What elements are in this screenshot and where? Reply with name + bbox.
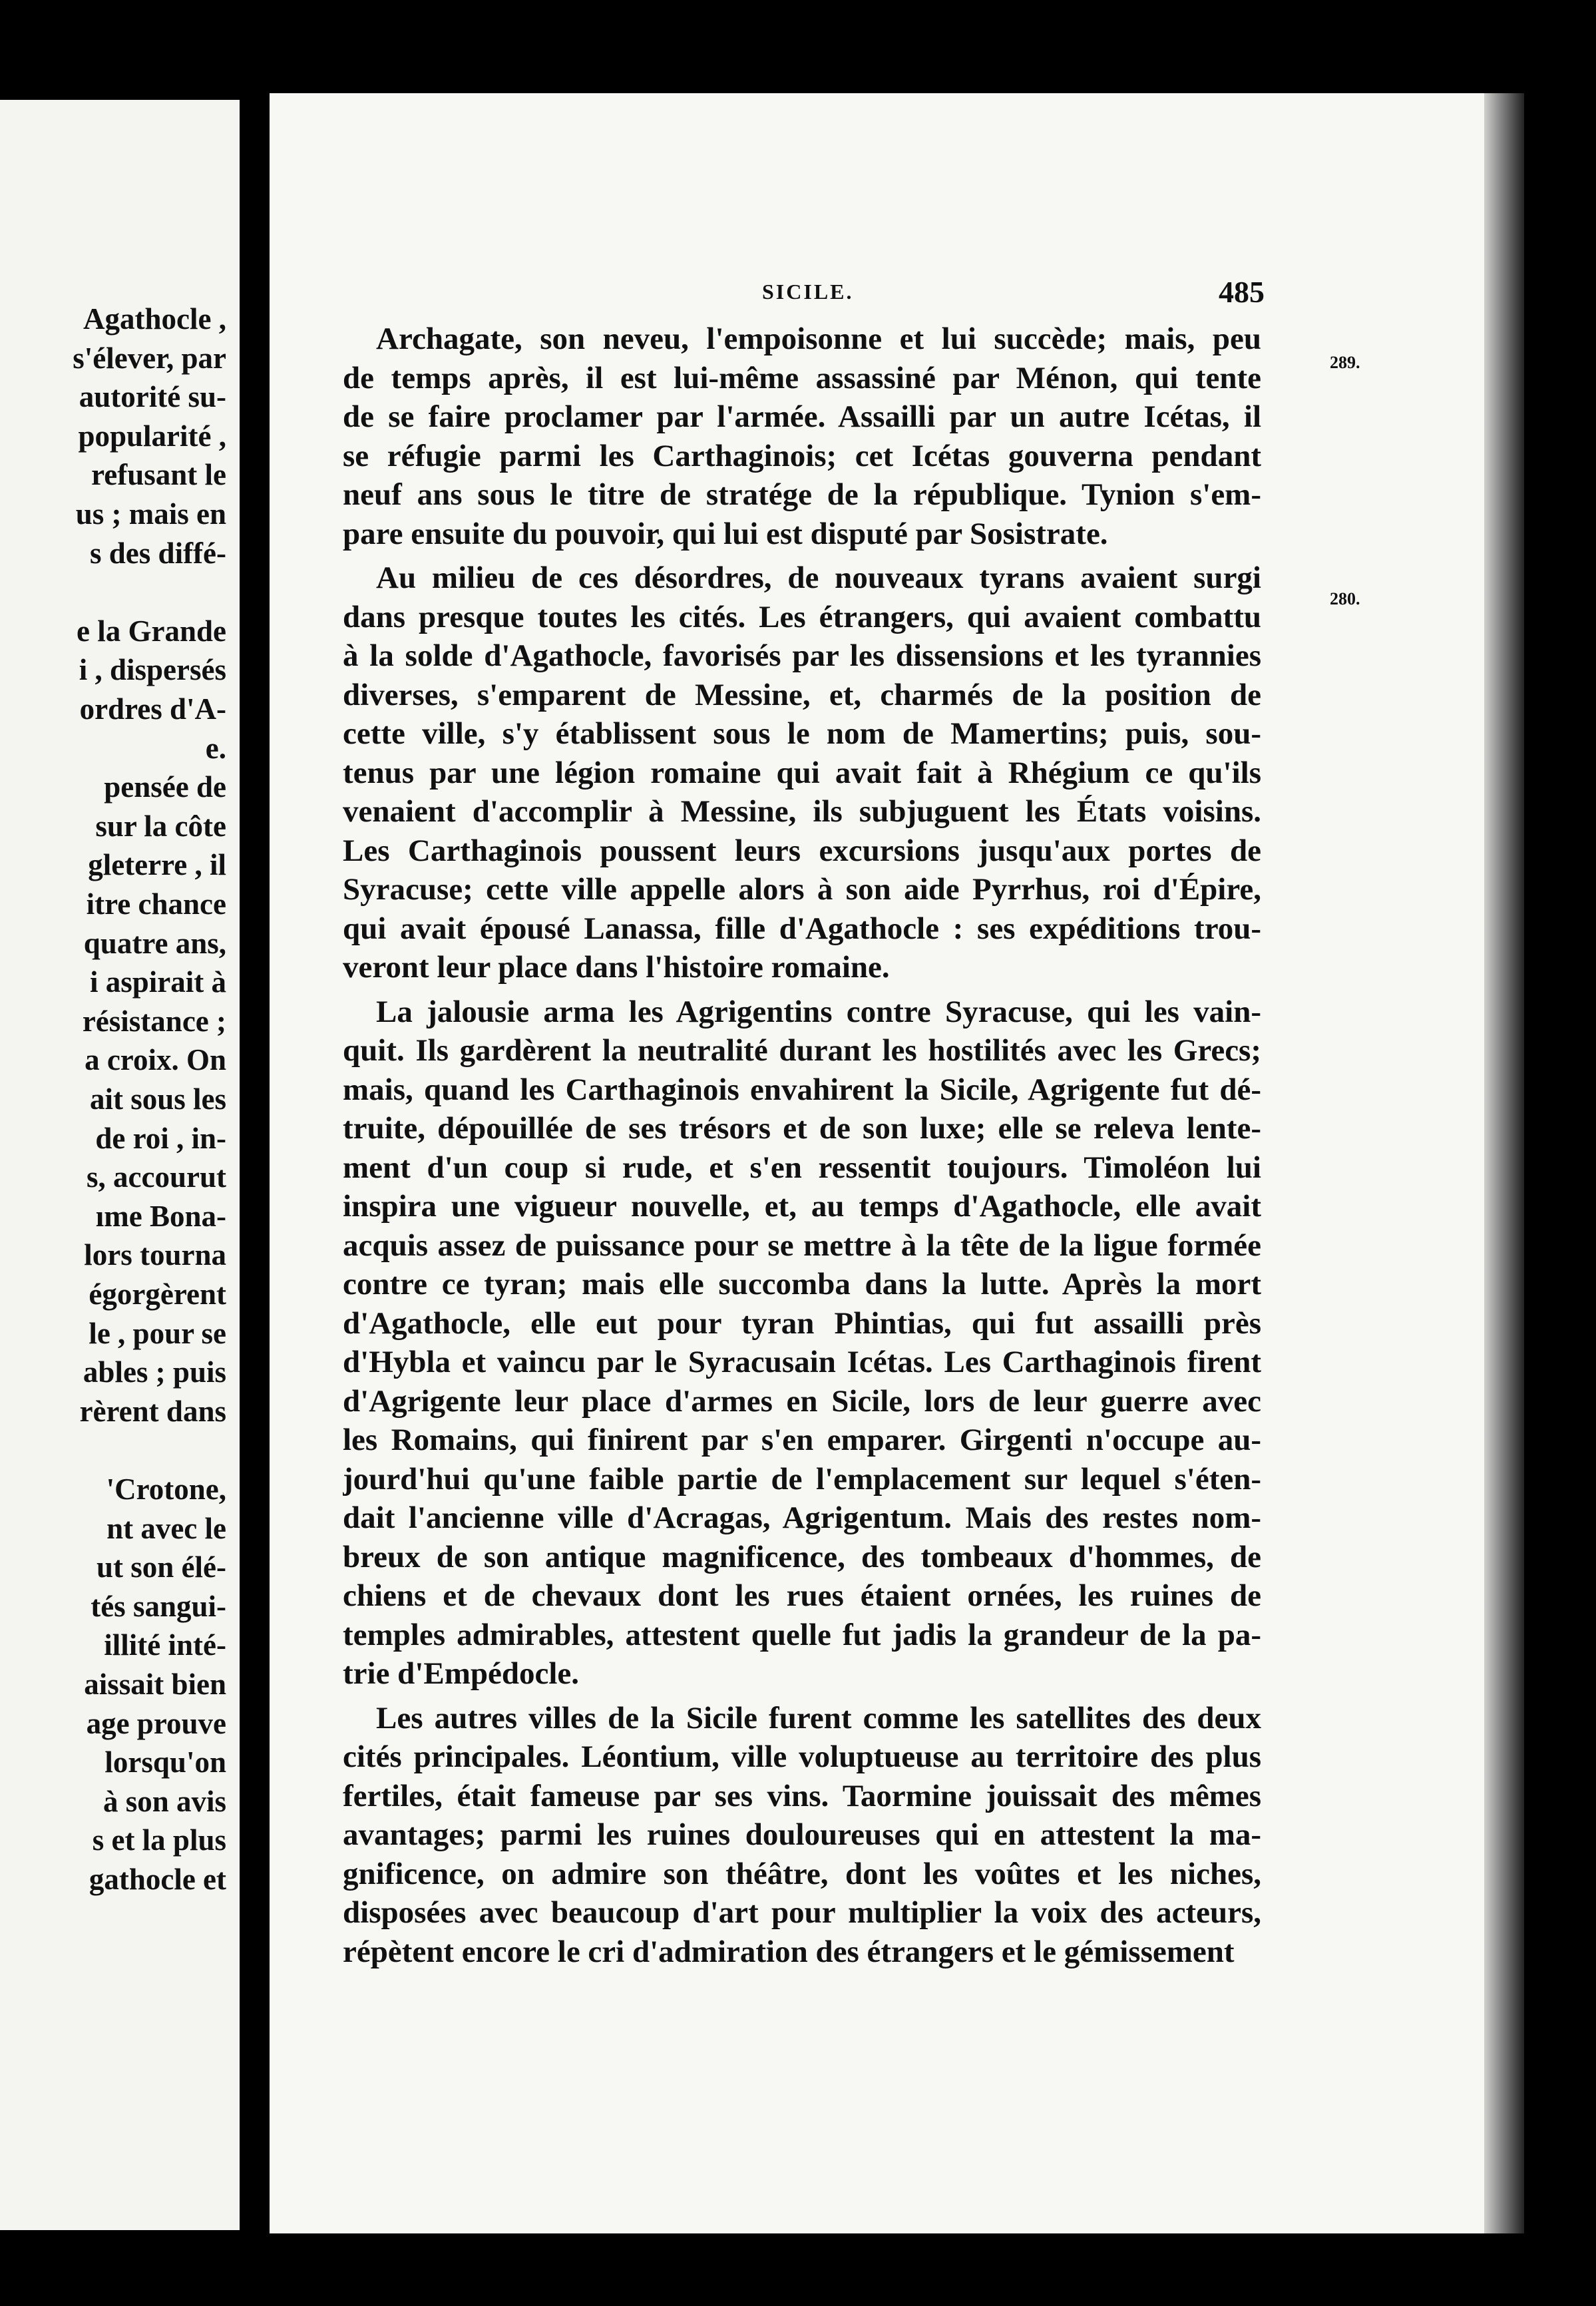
left-page-line: ordres d'A- [79,692,226,726]
text-line: cités principales. Léontium, ville voluptueuse au territoire des plus [343,1739,1261,1774]
text-line: gnificence, on admire son théâtre, dont les voûtes et les niches, [343,1856,1261,1891]
left-page-line: a croix. On [85,1043,226,1077]
text-line: inspira une vigueur nouvelle, et, au temps d'Agathocle, elle avait [343,1189,1261,1224]
left-page-line: Agathocle , [83,302,226,336]
text-line: chiens et de chevaux dont les rues étaient ornées, les ruines de [343,1578,1261,1613]
text-line: veront leur place dans l'histoire romaine. [343,950,890,985]
left-page-line: e la Grande [77,614,226,648]
left-page-line: égorgèrent [89,1277,226,1311]
left-page-line: s et la plus [92,1823,226,1857]
text-line: jourd'hui qu'une faible partie de l'emplacement sur lequel s'éten- [343,1461,1261,1497]
left-page-line: i aspirait à [89,965,226,999]
left-page-line: le , pour se [89,1316,226,1350]
left-page-line: i , dispersés [79,653,226,687]
left-page-line: ıme Bona- [95,1199,226,1233]
left-page-line: ut son élé- [97,1550,226,1584]
left-page-line: s des diffé- [90,536,226,570]
text-line: à la solde d'Agathocle, favorisés par les dissensions et les tyrannies [343,638,1261,673]
text-line: ment d'un coup si rude, et s'en ressentit toujours. Timoléon lui [343,1150,1261,1185]
text-line: La jalousie arma les Agrigentins contre Syracuse, qui les vain- [376,994,1261,1029]
left-page-line: e. [205,731,226,765]
text-line: Syracuse; cette ville appelle alors à son aide Pyrrhus, roi d'Épire, [343,872,1261,907]
text-line: se réfugie parmi les Carthaginois; cet Icétas gouverna pendant [343,438,1261,473]
text-line: cette ville, s'y établissent sous le nom de Mamertins; puis, sou- [343,716,1261,751]
text-line: de temps après, il est lui-même assassiné par Ménon, qui tente [343,360,1261,395]
paragraph [343,993,1261,1694]
text-line: d'Agrigente leur place d'armes en Sicile, lors de leur guerre avec [343,1383,1261,1419]
text-line: d'Agathocle, elle eut pour tyran Phintias, qui fut assailli près [343,1305,1261,1341]
left-page-line: s, accourut [87,1160,226,1194]
left-page-line: s'élever, par [73,341,226,375]
left-page-line: rèrent dans [79,1394,226,1428]
text-line: Archagate, son neveu, l'empoisonne et lui succède; mais, peu [376,322,1261,356]
left-page-line: 'Crotone, [106,1473,226,1506]
left-page-line: gleterre , il [88,848,226,882]
text-line: diverses, s'emparent de Messine, et, charmés de la position de [343,677,1261,712]
text-line: fertiles, était fameuse par ses vins. Taormine jouissait des mêmes [343,1778,1261,1813]
text-line: disposées avec beaucoup d'art pour multiplier la voix des acteurs, [343,1895,1261,1930]
left-page-line: refusant le [91,458,226,492]
left-page-line: illité inté- [104,1628,226,1662]
text-line: contre ce tyran; mais elle succomba dans la lutte. Après la mort [343,1267,1261,1301]
left-page-line: résistance ; [82,1004,226,1038]
left-page-line: ables ; puis [83,1355,226,1389]
left-page-line: lors tourna [84,1238,226,1272]
left-page-line: gathocle et [89,1863,226,1896]
paragraph [343,1699,1261,1972]
text-line: breux de son antique magnificence, des tombeaux d'hommes, de [343,1539,1261,1574]
page-header [346,275,1265,320]
text-line: avantages; parmi les ruines douloureuses qui en attestent la ma- [343,1817,1261,1852]
left-page-line: itre chance [86,887,226,921]
text-line: d'Hybla et vaincu par le Syracusain Icétas. Les Carthaginois firent [343,1345,1261,1379]
text-line: Les autres villes de la Sicile furent comme les satellites des deux [376,1700,1261,1735]
left-page-line: autorité su- [79,380,226,414]
text-line: trie d'Empédocle. [343,1656,580,1691]
left-page-line: à son avis [102,1784,226,1818]
text-line: mais, quand les Carthaginois envahirent la Sicile, Agrigente fut dé- [343,1072,1261,1107]
text-line: les Romains, qui finirent par s'en emparer. Girgenti n'occupe au- [343,1423,1261,1457]
left-page-line: sur la côte [95,809,226,843]
left-page-line: ait sous les [89,1082,226,1116]
text-line: pare ensuite du pouvoir, qui lui est disputé par Sosistrate. [343,516,1108,551]
text-line: venaient d'accomplir à Messine, ils subjuguent les États voisins. [343,794,1261,829]
text-line: tenus par une légion romaine qui avait fait à Rhégium ce qu'ils [343,755,1261,790]
text-line: acquis assez de puissance pour se mettre à la tête de la ligue formée [343,1228,1261,1263]
left-page-line: age prouve [86,1706,226,1740]
facing-page-left [0,100,240,2230]
left-page-line: us ; mais en [75,497,226,531]
page-edge [1484,93,1524,2233]
text-line: Au milieu de ces désordres, de nouveaux tyrans avaient surgi [376,561,1261,595]
text-line: qui avait épousé Lanassa, fille d'Agathocle : ses expéditions trou- [343,911,1261,946]
body-text [343,320,1261,1971]
text-line: dait l'ancienne ville d'Acragas, Agrigentum. Mais des restes nom- [343,1500,1261,1535]
margin-note: 289. [1330,353,1360,372]
left-page-line: nt avec le [106,1511,226,1545]
left-page-line: tés sangui- [91,1589,226,1623]
text-line: de se faire proclamer par l'armée. Assailli par un autre Icétas, il [343,399,1261,434]
running-head: SICILE. [762,280,854,304]
text-line: truite, dépouillée de ses trésors et de son luxe; elle se releva lente- [343,1111,1261,1146]
left-page-line: quatre ans, [83,926,226,960]
text-line: neuf ans sous le titre de stratége de la république. Tynion s'em- [343,477,1261,512]
paragraph [343,559,1261,987]
paragraph [343,320,1261,553]
left-page-line: pensée de [104,770,226,804]
left-page-line: aissait bien [84,1668,226,1701]
left-page-line: popularité , [78,419,226,453]
text-line: quit. Ils gardèrent la neutralité durant les hostilités avec les Grecs; [343,1033,1261,1068]
margin-note: 280. [1330,589,1360,608]
left-page-line: de roi , in- [95,1121,226,1155]
text-line: temples admirables, attestent quelle fut jadis la grandeur de la pa- [343,1617,1261,1652]
text-line: dans presque toutes les cités. Les étrangers, qui avaient combattu [343,599,1261,634]
text-line: Les Carthaginois poussent leurs excursions jusqu'aux portes de [343,833,1261,868]
page-number: 485 [1219,275,1265,309]
left-page-line: lorsqu'on [104,1745,226,1779]
text-line: répètent encore le cri d'admiration des étrangers et le gémissement [343,1934,1235,1969]
